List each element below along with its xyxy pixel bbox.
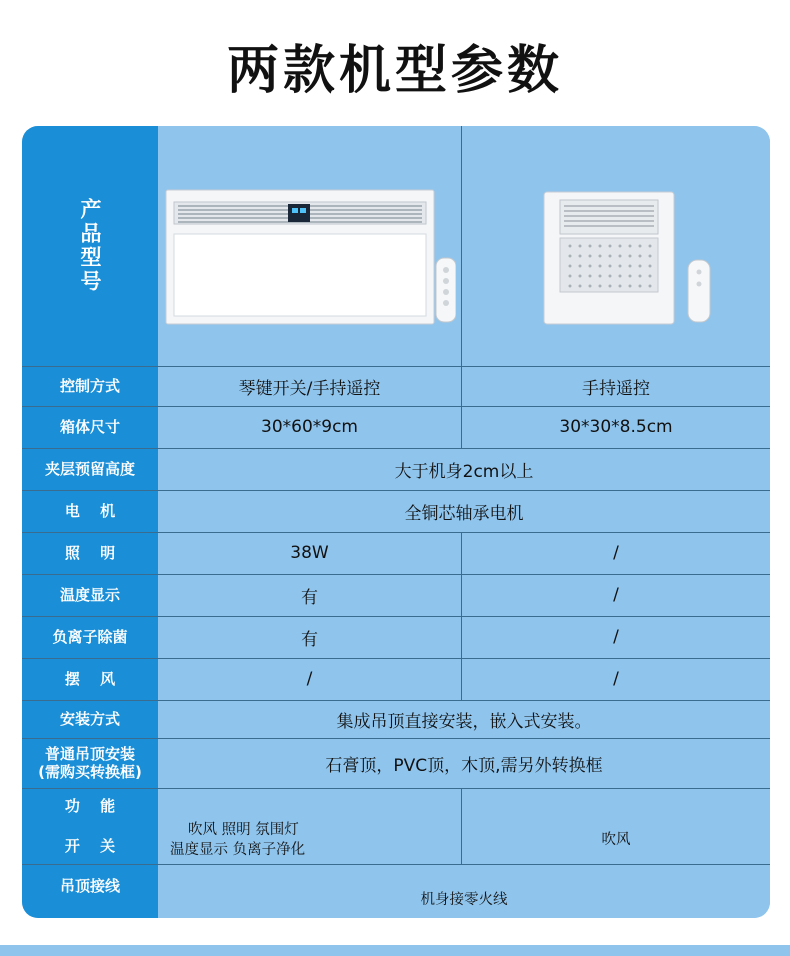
label-function-line1: 功 能: [64, 797, 116, 815]
swing-left-value: /: [306, 669, 313, 689]
function-left-line2: 温度显示 负离子净化: [170, 842, 306, 858]
spec-table: [22, 126, 770, 918]
size-right-value: 30*30*8.5cm: [559, 417, 673, 437]
label-motor: 电 机: [64, 502, 116, 520]
label-control: 控制方式: [59, 377, 120, 395]
label-size: 箱体尺寸: [59, 418, 120, 436]
label-normal-ceiling-line1: 普通吊顶安装: [44, 745, 135, 763]
label-temp: 温度显示: [59, 586, 120, 604]
function-left-line1: 吹风 照明 氛围灯: [188, 822, 299, 838]
label-model: 产品型号: [78, 198, 102, 294]
label-wiring: 吊顶接线: [59, 877, 120, 895]
label-ion: 负离子除菌: [52, 628, 128, 646]
square-heater-image: [542, 188, 712, 328]
label-function: [22, 788, 158, 864]
install-value: 集成吊顶直接安装，嵌入式安装。: [336, 711, 592, 732]
ion-right-value: /: [613, 627, 619, 647]
function-right-value: 吹风: [601, 832, 631, 848]
label-normal-ceiling: [22, 738, 158, 788]
motor-value: 全铜芯轴承电机: [404, 503, 524, 524]
bottom-strip: [0, 945, 790, 956]
control-left-value: 琴键开关/手持遥控: [238, 378, 381, 399]
ion-left-value: 有: [301, 629, 318, 650]
page-title: 两款机型参数: [226, 41, 563, 101]
label-normal-ceiling-line2: (需购买转换框): [38, 763, 142, 781]
label-function-line2: 开 关: [64, 837, 116, 855]
temp-right-value: /: [613, 585, 619, 605]
function-left-value: [158, 788, 461, 864]
normal-ceiling-value: 石膏顶，PVC顶，木顶,需另外转换框: [325, 755, 603, 776]
size-left-value: 30*60*9cm: [261, 417, 358, 437]
temp-left-value: 有: [301, 587, 318, 608]
lighting-left-value: 38W: [290, 543, 329, 563]
swing-right-value: /: [613, 669, 619, 689]
label-ceiling: 夹层预留高度: [44, 460, 135, 478]
ceiling-value: 大于机身2cm以上: [394, 461, 534, 482]
label-lighting: 照 明: [64, 544, 116, 562]
label-install: 安装方式: [59, 710, 120, 728]
control-right-value: 手持遥控: [582, 378, 650, 399]
lighting-right-value: /: [613, 543, 619, 563]
wiring-value: 机身接零火线: [420, 892, 508, 908]
label-swing: 摆 风: [64, 670, 116, 688]
rectangular-heater-image: [164, 186, 456, 336]
